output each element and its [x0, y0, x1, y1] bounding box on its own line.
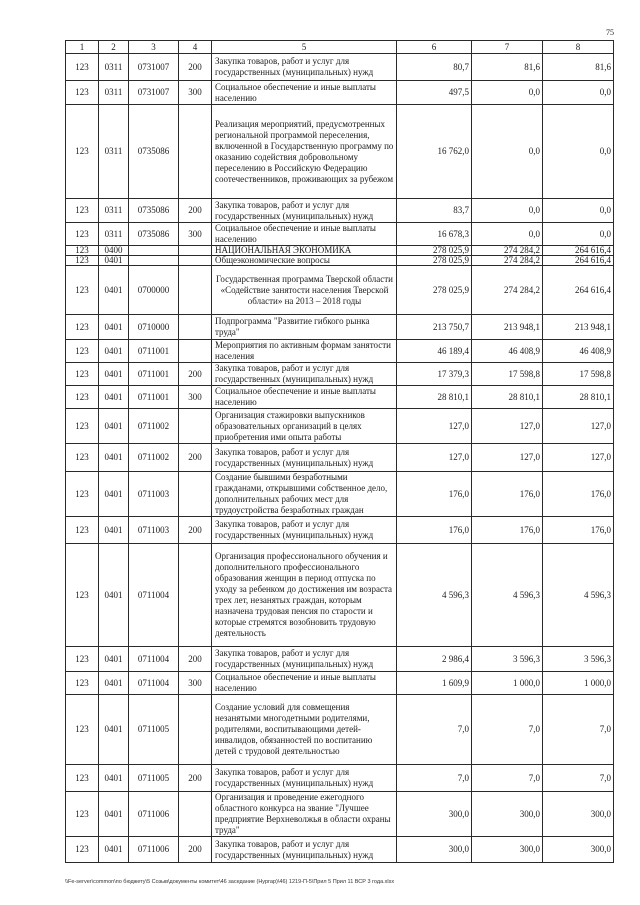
cell-description: Закупка товаров, работ и услуг для государственных (муниципальных) нужд: [212, 363, 397, 386]
cell-agency-code: 123: [66, 223, 99, 246]
page-number: 75: [606, 28, 614, 37]
cell-section-code: 0311: [99, 223, 129, 246]
cell-expense-type: [179, 105, 212, 199]
cell-amount-year-1: 46 189,4: [397, 340, 472, 363]
cell-section-code: 0311: [99, 199, 129, 223]
budget-table: [65, 40, 614, 863]
cell-expense-type: 300: [179, 386, 212, 409]
cell-description: Реализация мероприятий, предусмотренных региональной программой переселения, включенной в Государственную программу по оказанию содействия добровольному переселению в Российскую Федерацию соотечественников, проживающих за рубежом: [212, 105, 397, 199]
cell-expense-type: [179, 256, 212, 266]
cell-agency-code: 123: [66, 81, 99, 105]
table-row: [66, 363, 614, 386]
cell-amount-year-2: 274 284,2: [472, 246, 543, 256]
cell-amount-year-1: 28 810,1: [397, 386, 472, 409]
cell-amount-year-2: 4 596,3: [472, 544, 543, 647]
cell-amount-year-2: 127,0: [472, 444, 543, 472]
column-header-3: 3: [129, 41, 179, 54]
cell-amount-year-1: 2 986,4: [397, 647, 472, 672]
cell-amount-year-3: 7,0: [543, 765, 614, 792]
cell-target-article: 0711004: [129, 672, 179, 695]
cell-section-code: 0401: [99, 517, 129, 544]
cell-description: Создание бывшими безработными гражданами, открывшими собственное дело, дополнительных рабочих мест для трудоустройства безработных граждан: [212, 472, 397, 517]
cell-expense-type: 300: [179, 223, 212, 246]
cell-target-article: 0700000: [129, 266, 179, 315]
cell-amount-year-1: 213 750,7: [397, 315, 472, 340]
table-row: [66, 695, 614, 765]
cell-amount-year-2: 46 408,9: [472, 340, 543, 363]
cell-amount-year-2: 3 596,3: [472, 647, 543, 672]
cell-expense-type: 200: [179, 363, 212, 386]
cell-agency-code: 123: [66, 105, 99, 199]
cell-agency-code: 123: [66, 517, 99, 544]
cell-target-article: 0711003: [129, 472, 179, 517]
table-row: [66, 54, 614, 81]
cell-agency-code: 123: [66, 544, 99, 647]
cell-amount-year-2: 7,0: [472, 765, 543, 792]
cell-description: Подпрограмма "Развитие гибкого рынка труда": [212, 315, 397, 340]
cell-amount-year-1: 300,0: [397, 837, 472, 863]
cell-expense-type: 200: [179, 444, 212, 472]
cell-section-code: 0401: [99, 386, 129, 409]
table-row: [66, 544, 614, 647]
table-header: [66, 41, 614, 54]
cell-amount-year-1: 7,0: [397, 765, 472, 792]
cell-amount-year-1: 278 025,9: [397, 266, 472, 315]
cell-target-article: 0711001: [129, 386, 179, 409]
cell-agency-code: 123: [66, 266, 99, 315]
cell-amount-year-2: 176,0: [472, 517, 543, 544]
cell-agency-code: 123: [66, 765, 99, 792]
cell-amount-year-1: 1 609,9: [397, 672, 472, 695]
table-row: [66, 256, 614, 266]
cell-expense-type: [179, 544, 212, 647]
cell-expense-type: [179, 792, 212, 837]
table-row: [66, 647, 614, 672]
cell-description: Организация стажировки выпускников образовательных организаций в целях приобретения ими опыта работы: [212, 409, 397, 444]
cell-section-code: 0401: [99, 266, 129, 315]
cell-amount-year-2: 213 948,1: [472, 315, 543, 340]
table-row: [66, 837, 614, 863]
cell-amount-year-2: 300,0: [472, 792, 543, 837]
table-row: [66, 315, 614, 340]
cell-agency-code: 123: [66, 647, 99, 672]
cell-agency-code: 123: [66, 315, 99, 340]
cell-amount-year-3: 46 408,9: [543, 340, 614, 363]
cell-section-code: 0401: [99, 544, 129, 647]
cell-target-article: 0711004: [129, 544, 179, 647]
cell-amount-year-1: 278 025,9: [397, 246, 472, 256]
cell-amount-year-2: 17 598,8: [472, 363, 543, 386]
cell-section-code: 0401: [99, 444, 129, 472]
cell-expense-type: [179, 315, 212, 340]
cell-description: Социальное обеспечение и иные выплаты населению: [212, 386, 397, 409]
cell-amount-year-3: 300,0: [543, 837, 614, 863]
header-row: [66, 41, 614, 54]
cell-amount-year-2: 7,0: [472, 695, 543, 765]
cell-description: Закупка товаров, работ и услуг для государственных (муниципальных) нужд: [212, 54, 397, 81]
cell-amount-year-3: 0,0: [543, 199, 614, 223]
cell-expense-type: 300: [179, 672, 212, 695]
cell-amount-year-3: 127,0: [543, 409, 614, 444]
cell-target-article: [129, 246, 179, 256]
cell-amount-year-2: 274 284,2: [472, 256, 543, 266]
table-row: [66, 792, 614, 837]
cell-amount-year-1: 127,0: [397, 409, 472, 444]
cell-expense-type: 200: [179, 765, 212, 792]
cell-amount-year-2: 274 284,2: [472, 266, 543, 315]
cell-description: Социальное обеспечение и иные выплаты населению: [212, 672, 397, 695]
cell-amount-year-3: 4 596,3: [543, 544, 614, 647]
table-row: [66, 672, 614, 695]
cell-amount-year-2: 300,0: [472, 837, 543, 863]
column-header-6: 6: [397, 41, 472, 54]
cell-amount-year-3: 300,0: [543, 792, 614, 837]
cell-expense-type: 200: [179, 54, 212, 81]
cell-amount-year-2: 1 000,0: [472, 672, 543, 695]
cell-amount-year-3: 264 616,4: [543, 256, 614, 266]
cell-description: Закупка товаров, работ и услуг для государственных (муниципальных) нужд: [212, 199, 397, 223]
cell-section-code: 0401: [99, 409, 129, 444]
cell-section-code: 0401: [99, 315, 129, 340]
cell-amount-year-2: 81,6: [472, 54, 543, 81]
cell-expense-type: [179, 340, 212, 363]
table-row: [66, 199, 614, 223]
cell-description: Закупка товаров, работ и услуг для государственных (муниципальных) нужд: [212, 837, 397, 863]
cell-target-article: 0711006: [129, 837, 179, 863]
cell-description: Закупка товаров, работ и услуг для государственных (муниципальных) нужд: [212, 647, 397, 672]
cell-amount-year-3: 127,0: [543, 444, 614, 472]
cell-expense-type: [179, 246, 212, 256]
cell-description: НАЦИОНАЛЬНАЯ ЭКОНОМИКА: [212, 246, 397, 256]
cell-amount-year-1: 300,0: [397, 792, 472, 837]
cell-section-code: 0401: [99, 363, 129, 386]
cell-target-article: [129, 256, 179, 266]
cell-amount-year-3: 17 598,8: [543, 363, 614, 386]
cell-agency-code: 123: [66, 363, 99, 386]
cell-expense-type: 200: [179, 199, 212, 223]
cell-section-code: 0400: [99, 246, 129, 256]
cell-expense-type: 200: [179, 517, 212, 544]
cell-target-article: 0735086: [129, 223, 179, 246]
cell-target-article: 0735086: [129, 105, 179, 199]
cell-section-code: 0401: [99, 672, 129, 695]
cell-section-code: 0311: [99, 105, 129, 199]
cell-expense-type: [179, 409, 212, 444]
cell-amount-year-1: 176,0: [397, 472, 472, 517]
cell-target-article: 0710000: [129, 315, 179, 340]
cell-amount-year-3: 1 000,0: [543, 672, 614, 695]
cell-description: Мероприятия по активным формам занятости населения: [212, 340, 397, 363]
cell-amount-year-2: 127,0: [472, 409, 543, 444]
table-row: [66, 409, 614, 444]
column-header-7: 7: [472, 41, 543, 54]
cell-amount-year-3: 3 596,3: [543, 647, 614, 672]
table-row: [66, 105, 614, 199]
cell-target-article: 0731007: [129, 81, 179, 105]
cell-description: Социальное обеспечение и иные выплаты населению: [212, 223, 397, 246]
cell-agency-code: 123: [66, 472, 99, 517]
cell-amount-year-2: 28 810,1: [472, 386, 543, 409]
column-header-8: 8: [543, 41, 614, 54]
table-body: [66, 54, 614, 863]
cell-agency-code: 123: [66, 256, 99, 266]
cell-amount-year-3: 176,0: [543, 472, 614, 517]
cell-amount-year-3: 0,0: [543, 105, 614, 199]
table-row: [66, 246, 614, 256]
cell-expense-type: [179, 266, 212, 315]
cell-agency-code: 123: [66, 672, 99, 695]
cell-description: Закупка товаров, работ и услуг для государственных (муниципальных) нужд: [212, 444, 397, 472]
cell-target-article: 0711001: [129, 340, 179, 363]
table-row: [66, 266, 614, 315]
cell-amount-year-3: 28 810,1: [543, 386, 614, 409]
cell-amount-year-2: 0,0: [472, 223, 543, 246]
cell-target-article: 0711002: [129, 444, 179, 472]
cell-amount-year-2: 176,0: [472, 472, 543, 517]
cell-agency-code: 123: [66, 444, 99, 472]
cell-section-code: 0401: [99, 837, 129, 863]
cell-amount-year-1: 4 596,3: [397, 544, 472, 647]
cell-amount-year-3: 81,6: [543, 54, 614, 81]
cell-amount-year-1: 80,7: [397, 54, 472, 81]
table-row: [66, 444, 614, 472]
cell-description: Общеэкономические вопросы: [212, 256, 397, 266]
cell-amount-year-3: 7,0: [543, 695, 614, 765]
cell-section-code: 0311: [99, 81, 129, 105]
cell-agency-code: 123: [66, 199, 99, 223]
file-path-footer: \\Fe-server\common\по бюджету\5 Созыв\документы комитет\46 заседание (Нургар)\46) 1219-П-5\Прил 5 Прил 11 ВСР 3 года.xlsx: [65, 879, 395, 885]
cell-expense-type: 200: [179, 837, 212, 863]
table-row: [66, 81, 614, 105]
cell-target-article: 0731007: [129, 54, 179, 81]
cell-agency-code: 123: [66, 246, 99, 256]
cell-section-code: 0401: [99, 340, 129, 363]
cell-amount-year-1: 497,5: [397, 81, 472, 105]
cell-description: Организация и проведение ежегодного областного конкурса на звание "Лучшее предприятие Верхневолжья в области охраны труда": [212, 792, 397, 837]
cell-description: Организация профессионального обучения и дополнительного профессионального образования женщин в период отпуска по уходу за ребенком до достижения им возраста трех лет, незанятых граждан, которым назначена трудовая пенсия по старости и которые стремятся возобновить трудовую деятельность: [212, 544, 397, 647]
cell-amount-year-1: 17 379,3: [397, 363, 472, 386]
cell-section-code: 0401: [99, 765, 129, 792]
cell-amount-year-1: 278 025,9: [397, 256, 472, 266]
cell-amount-year-1: 83,7: [397, 199, 472, 223]
cell-target-article: 0711002: [129, 409, 179, 444]
column-header-1: 1: [66, 41, 99, 54]
cell-expense-type: 200: [179, 647, 212, 672]
cell-agency-code: 123: [66, 792, 99, 837]
cell-agency-code: 123: [66, 837, 99, 863]
cell-amount-year-1: 16 678,3: [397, 223, 472, 246]
cell-target-article: 0711004: [129, 647, 179, 672]
cell-target-article: 0711005: [129, 765, 179, 792]
cell-target-article: 0711006: [129, 792, 179, 837]
cell-agency-code: 123: [66, 409, 99, 444]
cell-agency-code: 123: [66, 54, 99, 81]
cell-amount-year-1: 16 762,0: [397, 105, 472, 199]
cell-description: Создание условий для совмещения незанятыми многодетными родителями, родителями, воспитывающими детей-инвалидов, обязанностей по воспитанию детей с трудовой деятельностью: [212, 695, 397, 765]
cell-description: Социальное обеспечение и иные выплаты населению: [212, 81, 397, 105]
cell-target-article: 0735086: [129, 199, 179, 223]
cell-amount-year-3: 264 616,4: [543, 266, 614, 315]
cell-amount-year-2: 0,0: [472, 199, 543, 223]
cell-description: Закупка товаров, работ и услуг для государственных (муниципальных) нужд: [212, 517, 397, 544]
table-row: [66, 472, 614, 517]
cell-amount-year-2: 0,0: [472, 81, 543, 105]
cell-section-code: 0311: [99, 54, 129, 81]
cell-amount-year-3: 213 948,1: [543, 315, 614, 340]
cell-target-article: 0711001: [129, 363, 179, 386]
table-row: [66, 517, 614, 544]
cell-amount-year-2: 0,0: [472, 105, 543, 199]
column-header-5: 5: [212, 41, 397, 54]
cell-amount-year-1: 7,0: [397, 695, 472, 765]
cell-section-code: 0401: [99, 472, 129, 517]
cell-amount-year-3: 0,0: [543, 81, 614, 105]
cell-description: Государственная программа Тверской области «Содействие занятости населения Тверской области» на 2013 – 2018 годы: [212, 266, 397, 315]
cell-amount-year-3: 264 616,4: [543, 246, 614, 256]
cell-amount-year-3: 0,0: [543, 223, 614, 246]
table-row: [66, 340, 614, 363]
table-row: [66, 765, 614, 792]
cell-section-code: 0401: [99, 695, 129, 765]
cell-amount-year-1: 176,0: [397, 517, 472, 544]
cell-description: Закупка товаров, работ и услуг для государственных (муниципальных) нужд: [212, 765, 397, 792]
cell-agency-code: 123: [66, 386, 99, 409]
cell-section-code: 0401: [99, 647, 129, 672]
column-header-2: 2: [99, 41, 129, 54]
cell-amount-year-1: 127,0: [397, 444, 472, 472]
cell-expense-type: [179, 472, 212, 517]
table-row: [66, 223, 614, 246]
cell-agency-code: 123: [66, 695, 99, 765]
cell-expense-type: 300: [179, 81, 212, 105]
column-header-4: 4: [179, 41, 212, 54]
table-row: [66, 386, 614, 409]
cell-section-code: 0401: [99, 792, 129, 837]
cell-amount-year-3: 176,0: [543, 517, 614, 544]
cell-expense-type: [179, 695, 212, 765]
cell-section-code: 0401: [99, 256, 129, 266]
cell-target-article: 0711003: [129, 517, 179, 544]
cell-target-article: 0711005: [129, 695, 179, 765]
cell-agency-code: 123: [66, 340, 99, 363]
